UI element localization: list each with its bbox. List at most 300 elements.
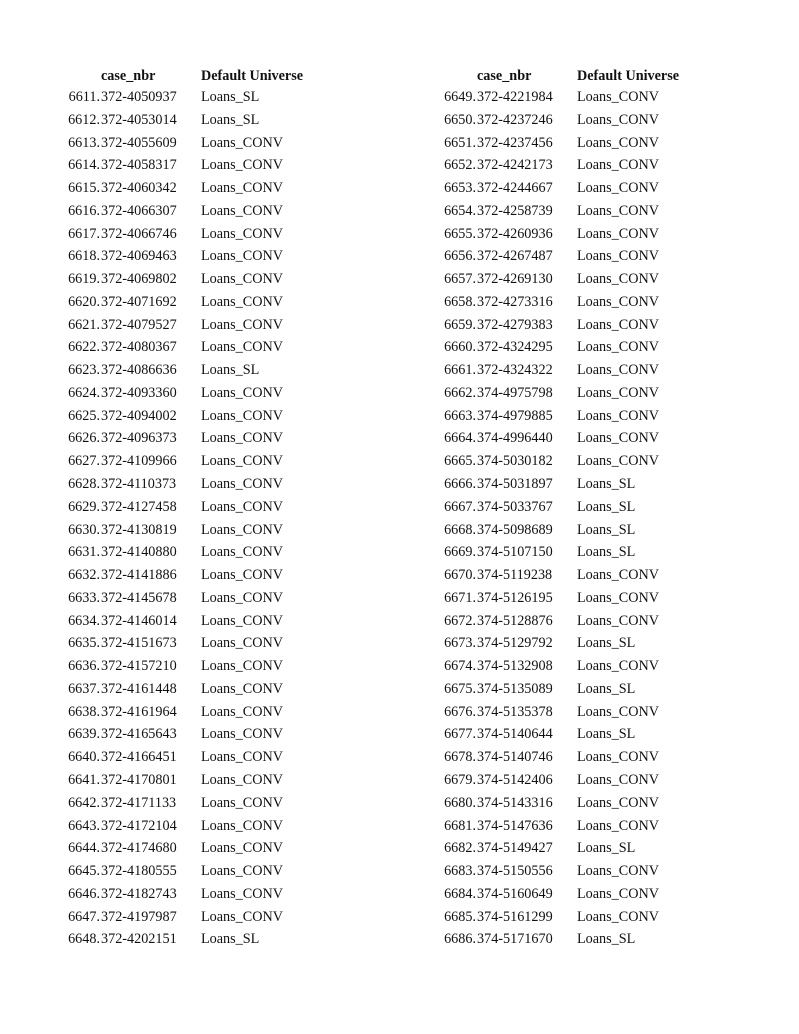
case-nbr-cell: 374-5107150 <box>477 544 553 561</box>
universe-cell: Loans_SL <box>577 521 636 538</box>
case-nbr-cell: 372-4140880 <box>101 544 177 561</box>
row-index: 6636. <box>68 658 100 675</box>
case-nbr-cell: 372-4237456 <box>477 134 553 151</box>
row-index: 6669. <box>444 544 476 561</box>
case-nbr-cell: 372-4242173 <box>477 157 553 174</box>
case-nbr-cell: 372-4324322 <box>477 362 553 379</box>
universe-cell: Loans_SL <box>577 931 636 948</box>
case-nbr-cell: 374-5140746 <box>477 749 553 766</box>
row-index: 6613. <box>68 134 100 151</box>
universe-cell: Loans_CONV <box>201 658 283 675</box>
case-nbr-cell: 372-4202151 <box>101 931 177 948</box>
table-row <box>424 203 717 226</box>
row-index: 6639. <box>68 726 100 743</box>
table-row <box>48 863 341 886</box>
universe-cell: Loans_CONV <box>201 567 283 584</box>
universe-cell: Loans_CONV <box>201 749 283 766</box>
case-table-left <box>48 68 341 954</box>
row-index: 6655. <box>444 225 476 242</box>
row-index: 6634. <box>68 612 100 629</box>
case-nbr-cell: 372-4172104 <box>101 817 177 834</box>
universe-cell: Loans_CONV <box>201 885 283 902</box>
case-nbr-cell: 374-5033767 <box>477 498 553 515</box>
row-index: 6637. <box>68 680 100 697</box>
case-nbr-cell: 372-4279383 <box>477 316 553 333</box>
case-nbr-cell: 374-5143316 <box>477 794 553 811</box>
row-index: 6673. <box>444 635 476 652</box>
row-index: 6652. <box>444 157 476 174</box>
universe-cell: Loans_CONV <box>201 384 283 401</box>
case-nbr-cell: 374-5161299 <box>477 908 553 925</box>
case-nbr-cell: 372-4165643 <box>101 726 177 743</box>
table-row <box>48 749 341 772</box>
case-nbr-cell: 372-4166451 <box>101 749 177 766</box>
row-index: 6653. <box>444 180 476 197</box>
row-index: 6644. <box>68 840 100 857</box>
universe-cell: Loans_SL <box>577 476 636 493</box>
header-row <box>424 68 717 89</box>
row-index: 6646. <box>68 885 100 902</box>
case-nbr-cell: 372-4050937 <box>101 89 177 105</box>
table-row <box>424 840 717 863</box>
row-index: 6657. <box>444 271 476 288</box>
table-row <box>48 658 341 681</box>
case-nbr-cell: 372-4221984 <box>477 89 553 105</box>
universe-cell: Loans_CONV <box>201 863 283 880</box>
right-table-body <box>424 89 717 954</box>
table-row <box>48 476 341 499</box>
row-index: 6662. <box>444 384 476 401</box>
case-nbr-cell: 372-4060342 <box>101 180 177 197</box>
row-index: 6626. <box>68 430 100 447</box>
row-index: 6682. <box>444 840 476 857</box>
table-row <box>48 909 341 932</box>
index-header <box>48 68 101 89</box>
row-index: 6650. <box>444 111 476 128</box>
row-index: 6624. <box>68 384 100 401</box>
universe-cell: Loans_SL <box>201 89 260 105</box>
row-index: 6618. <box>68 248 100 265</box>
universe-cell: Loans_CONV <box>577 794 659 811</box>
table-row <box>424 453 717 476</box>
universe-cell: Loans_CONV <box>577 453 659 470</box>
table-row <box>48 135 341 158</box>
case-nbr-cell: 372-4109966 <box>101 453 177 470</box>
row-index: 6664. <box>444 430 476 447</box>
case-nbr-cell: 374-5142406 <box>477 771 553 788</box>
table-row <box>424 499 717 522</box>
case-nbr-cell: 372-4161964 <box>101 703 177 720</box>
case-nbr-cell: 372-4180555 <box>101 863 177 880</box>
table-row <box>48 635 341 658</box>
row-index: 6668. <box>444 521 476 538</box>
universe-cell: Loans_CONV <box>201 840 283 857</box>
row-index: 6649. <box>444 89 476 105</box>
case-nbr-cell: 372-4066307 <box>101 202 177 219</box>
universe-cell: Loans_SL <box>577 635 636 652</box>
case-nbr-cell: 374-5119238 <box>477 567 553 584</box>
table-row <box>48 317 341 340</box>
table-row <box>424 635 717 658</box>
table-row <box>424 522 717 545</box>
row-index: 6683. <box>444 863 476 880</box>
case-nbr-cell: 372-4171133 <box>101 794 177 811</box>
row-index: 6628. <box>68 476 100 493</box>
table-row <box>48 453 341 476</box>
universe-cell: Loans_CONV <box>577 339 659 356</box>
table-row <box>48 408 341 431</box>
universe-cell: Loans_CONV <box>201 521 283 538</box>
table-row <box>424 385 717 408</box>
universe-cell: Loans_CONV <box>201 589 283 606</box>
universe-cell: Loans_CONV <box>201 271 283 288</box>
universe-cell: Loans_CONV <box>201 703 283 720</box>
case-nbr-cell: 372-4244667 <box>477 180 553 197</box>
table-row <box>48 704 341 727</box>
case-nbr-cell: 372-4130819 <box>101 521 177 538</box>
row-index: 6665. <box>444 453 476 470</box>
row-index: 6670. <box>444 567 476 584</box>
universe-cell: Loans_CONV <box>577 111 659 128</box>
universe-cell: Loans_CONV <box>201 612 283 629</box>
row-index: 6630. <box>68 521 100 538</box>
table-row <box>48 362 341 385</box>
universe-cell: Loans_CONV <box>577 863 659 880</box>
case-nbr-cell: 372-4079527 <box>101 316 177 333</box>
universe-cell: Loans_CONV <box>201 407 283 424</box>
table-row <box>424 931 717 954</box>
table-row <box>48 567 341 590</box>
universe-cell: Loans_CONV <box>577 316 659 333</box>
case-nbr-cell: 374-5135089 <box>477 680 553 697</box>
row-index: 6659. <box>444 316 476 333</box>
table-row <box>48 886 341 909</box>
universe-cell: Loans_CONV <box>577 157 659 174</box>
row-index: 6622. <box>68 339 100 356</box>
row-index: 6679. <box>444 771 476 788</box>
universe-cell: Loans_CONV <box>201 908 283 925</box>
universe-cell: Loans_CONV <box>201 476 283 493</box>
table-row <box>48 499 341 522</box>
case-nbr-cell: 372-4086636 <box>101 362 177 379</box>
table-row <box>424 818 717 841</box>
universe-cell: Loans_SL <box>577 680 636 697</box>
universe-cell: Loans_CONV <box>201 225 283 242</box>
universe-cell: Loans_CONV <box>577 430 659 447</box>
universe-cell: Loans_CONV <box>201 430 283 447</box>
table-row <box>48 112 341 135</box>
universe-cell: Loans_SL <box>577 840 636 857</box>
universe-cell: Loans_CONV <box>577 703 659 720</box>
table-row <box>424 89 717 112</box>
row-index: 6631. <box>68 544 100 561</box>
row-index: 6614. <box>68 157 100 174</box>
table-row <box>424 248 717 271</box>
universe-cell: Loans_SL <box>201 111 260 128</box>
case-nbr-cell: 372-4174680 <box>101 840 177 857</box>
case-nbr-cell: 372-4260936 <box>477 225 553 242</box>
case-nbr-cell: 372-4146014 <box>101 612 177 629</box>
table-row <box>424 681 717 704</box>
table-row <box>48 522 341 545</box>
row-index: 6640. <box>68 749 100 766</box>
table-row <box>424 726 717 749</box>
case-nbr-cell: 372-4141886 <box>101 567 177 584</box>
table-row <box>48 248 341 271</box>
row-index: 6616. <box>68 202 100 219</box>
case-nbr-cell: 374-5129792 <box>477 635 553 652</box>
universe-cell: Loans_CONV <box>201 544 283 561</box>
row-index: 6678. <box>444 749 476 766</box>
row-index: 6642. <box>68 794 100 811</box>
universe-cell: Loans_CONV <box>201 248 283 265</box>
universe-cell: Loans_CONV <box>201 498 283 515</box>
row-index: 6685. <box>444 908 476 925</box>
case-nbr-cell: 372-4053014 <box>101 111 177 128</box>
universe-cell: Loans_SL <box>577 726 636 743</box>
case-nbr-cell: 372-4071692 <box>101 293 177 310</box>
universe-cell: Loans_CONV <box>201 339 283 356</box>
case-nbr-cell: 372-4096373 <box>101 430 177 447</box>
universe-cell: Loans_CONV <box>577 225 659 242</box>
table-row <box>424 135 717 158</box>
row-index: 6674. <box>444 658 476 675</box>
case-nbr-cell: 374-4979885 <box>477 407 553 424</box>
row-index: 6667. <box>444 498 476 515</box>
universe-cell: Loans_CONV <box>201 726 283 743</box>
universe-cell: Loans_CONV <box>201 134 283 151</box>
table-row <box>48 795 341 818</box>
case-table-right <box>424 68 717 954</box>
universe-cell: Loans_CONV <box>577 271 659 288</box>
row-index: 6661. <box>444 362 476 379</box>
universe-cell: Loans_CONV <box>577 384 659 401</box>
table-row <box>424 271 717 294</box>
row-index: 6684. <box>444 885 476 902</box>
case-nbr-cell: 372-4157210 <box>101 658 177 675</box>
table-row <box>48 226 341 249</box>
table-row <box>48 385 341 408</box>
header-row <box>48 68 341 89</box>
table-row <box>424 226 717 249</box>
left-table-body <box>48 89 341 954</box>
universe-cell: Loans_CONV <box>577 749 659 766</box>
default-universe-header: Default Universe <box>201 68 304 84</box>
case-nbr-cell: 372-4069463 <box>101 248 177 265</box>
row-index: 6619. <box>68 271 100 288</box>
row-index: 6625. <box>68 407 100 424</box>
universe-cell: Loans_CONV <box>577 180 659 197</box>
row-index: 6641. <box>68 771 100 788</box>
universe-cell: Loans_CONV <box>201 180 283 197</box>
table-row <box>424 567 717 590</box>
case-nbr-cell: 372-4170801 <box>101 771 177 788</box>
case-nbr-cell: 374-5160649 <box>477 885 553 902</box>
universe-cell: Loans_CONV <box>201 202 283 219</box>
table-row <box>424 408 717 431</box>
table-row <box>48 271 341 294</box>
row-index: 6680. <box>444 794 476 811</box>
row-index: 6651. <box>444 134 476 151</box>
table-row <box>424 863 717 886</box>
row-index: 6611. <box>68 89 100 105</box>
case-nbr-cell: 372-4066746 <box>101 225 177 242</box>
case-nbr-cell: 374-5149427 <box>477 840 553 857</box>
case-nbr-cell: 372-4151673 <box>101 635 177 652</box>
row-index: 6666. <box>444 476 476 493</box>
table-row <box>48 772 341 795</box>
row-index: 6633. <box>68 589 100 606</box>
universe-cell: Loans_CONV <box>577 362 659 379</box>
case-nbr-cell: 372-4182743 <box>101 885 177 902</box>
table-row <box>424 476 717 499</box>
table-row <box>424 613 717 636</box>
table-row <box>48 180 341 203</box>
row-index: 6623. <box>68 362 100 379</box>
case-nbr-cell: 374-5132908 <box>477 658 553 675</box>
table-row <box>48 294 341 317</box>
case-nbr-cell: 374-5030182 <box>477 453 553 470</box>
table-row <box>424 112 717 135</box>
case-nbr-cell: 374-4975798 <box>477 384 553 401</box>
universe-cell: Loans_CONV <box>201 316 283 333</box>
universe-cell: Loans_CONV <box>201 635 283 652</box>
case-nbr-cell: 372-4069802 <box>101 271 177 288</box>
index-header <box>424 68 477 89</box>
universe-cell: Loans_CONV <box>201 157 283 174</box>
table-row <box>48 339 341 362</box>
row-index: 6672. <box>444 612 476 629</box>
case-nbr-cell: 372-4094002 <box>101 407 177 424</box>
universe-cell: Loans_SL <box>577 544 636 561</box>
case-nbr-cell: 374-5171670 <box>477 931 553 948</box>
table-row <box>48 931 341 954</box>
universe-cell: Loans_CONV <box>577 885 659 902</box>
universe-cell: Loans_CONV <box>577 567 659 584</box>
case-nbr-cell: 372-4110373 <box>101 476 177 493</box>
left-table-column <box>48 68 341 954</box>
row-index: 6654. <box>444 202 476 219</box>
table-row <box>48 726 341 749</box>
table-row <box>424 180 717 203</box>
universe-cell: Loans_CONV <box>577 134 659 151</box>
case-nbr-cell: 374-5031897 <box>477 476 553 493</box>
universe-cell: Loans_CONV <box>201 680 283 697</box>
table-row <box>424 430 717 453</box>
row-index: 6675. <box>444 680 476 697</box>
case-nbr-cell: 374-5147636 <box>477 817 553 834</box>
table-row <box>424 317 717 340</box>
universe-cell: Loans_CONV <box>201 794 283 811</box>
table-row <box>424 590 717 613</box>
table-row <box>48 203 341 226</box>
row-index: 6643. <box>68 817 100 834</box>
row-index: 6635. <box>68 635 100 652</box>
universe-cell: Loans_CONV <box>201 817 283 834</box>
universe-cell: Loans_CONV <box>577 89 659 105</box>
case-nbr-cell: 372-4093360 <box>101 384 177 401</box>
case-nbr-cell: 372-4055609 <box>101 134 177 151</box>
row-index: 6663. <box>444 407 476 424</box>
case-nbr-cell: 372-4258739 <box>477 202 553 219</box>
case-nbr-cell: 372-4273316 <box>477 293 553 310</box>
row-index: 6658. <box>444 293 476 310</box>
universe-cell: Loans_SL <box>201 362 260 379</box>
case-nbr-cell: 372-4080367 <box>101 339 177 356</box>
table-row <box>48 430 341 453</box>
universe-cell: Loans_CONV <box>577 612 659 629</box>
universe-cell: Loans_CONV <box>201 771 283 788</box>
row-index: 6615. <box>68 180 100 197</box>
case-nbr-cell: 374-4996440 <box>477 430 553 447</box>
table-row <box>424 544 717 567</box>
table-row <box>424 772 717 795</box>
case-nbr-cell: 372-4145678 <box>101 589 177 606</box>
universe-cell: Loans_CONV <box>577 293 659 310</box>
case-nbr-cell: 372-4127458 <box>101 498 177 515</box>
row-index: 6620. <box>68 293 100 310</box>
table-row <box>48 818 341 841</box>
universe-cell: Loans_CONV <box>577 202 659 219</box>
table-row <box>424 362 717 385</box>
row-index: 6647. <box>68 908 100 925</box>
case-nbr-cell: 374-5128876 <box>477 612 553 629</box>
universe-cell: Loans_CONV <box>577 817 659 834</box>
row-index: 6612. <box>68 111 100 128</box>
table-row <box>48 613 341 636</box>
case-nbr-header: case_nbr <box>101 68 156 84</box>
row-index: 6686. <box>444 931 476 948</box>
row-index: 6645. <box>68 863 100 880</box>
table-row <box>424 886 717 909</box>
case-nbr-cell: 372-4058317 <box>101 157 177 174</box>
table-row <box>48 590 341 613</box>
case-nbr-cell: 372-4161448 <box>101 680 177 697</box>
right-table-column <box>424 68 717 954</box>
default-universe-header: Default Universe <box>577 68 680 84</box>
universe-cell: Loans_CONV <box>577 908 659 925</box>
table-row <box>424 749 717 772</box>
universe-cell: Loans_CONV <box>577 589 659 606</box>
universe-cell: Loans_CONV <box>577 658 659 675</box>
row-index: 6671. <box>444 589 476 606</box>
table-row <box>48 544 341 567</box>
table-row <box>424 704 717 727</box>
universe-cell: Loans_SL <box>201 931 260 948</box>
case-nbr-cell: 372-4237246 <box>477 111 553 128</box>
case-nbr-cell: 374-5140644 <box>477 726 553 743</box>
case-nbr-cell: 374-5098689 <box>477 521 553 538</box>
table-row <box>48 89 341 112</box>
case-nbr-cell: 374-5126195 <box>477 589 553 606</box>
table-row <box>424 157 717 180</box>
row-index: 6627. <box>68 453 100 470</box>
table-row <box>48 157 341 180</box>
case-nbr-cell: 372-4197987 <box>101 908 177 925</box>
universe-cell: Loans_CONV <box>201 293 283 310</box>
case-nbr-cell: 372-4269130 <box>477 271 553 288</box>
universe-cell: Loans_CONV <box>577 771 659 788</box>
case-nbr-cell: 372-4267487 <box>477 248 553 265</box>
row-index: 6660. <box>444 339 476 356</box>
row-index: 6632. <box>68 567 100 584</box>
universe-cell: Loans_CONV <box>577 248 659 265</box>
row-index: 6681. <box>444 817 476 834</box>
row-index: 6677. <box>444 726 476 743</box>
case-nbr-header: case_nbr <box>477 68 532 84</box>
universe-cell: Loans_CONV <box>201 453 283 470</box>
row-index: 6656. <box>444 248 476 265</box>
